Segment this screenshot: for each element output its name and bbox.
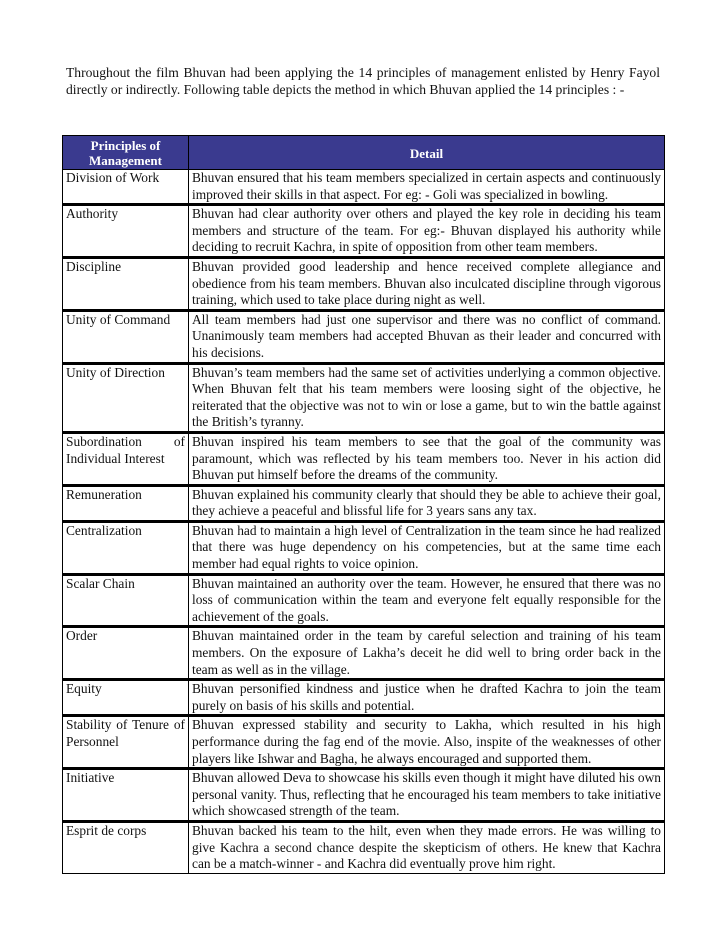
detail-cell: Bhuvan’s team members had the same set of activities underlying a common objective. When Bhuvan felt that his team members were loosing sight of the objective, he reiterated that the objective was not to win or lose a game, but to win the battle against the British’s tyranny. bbox=[189, 363, 665, 432]
detail-cell: Bhuvan inspired his team members to see that the goal of the community was paramount, which was reflected by his team members too. Never in his action did Bhuvan put himself before the dreams of the community. bbox=[189, 432, 665, 485]
principle-cell: Scalar Chain bbox=[63, 574, 189, 627]
table-row bbox=[63, 257, 665, 310]
table-row bbox=[63, 574, 665, 627]
table-row bbox=[63, 432, 665, 485]
table-row bbox=[63, 205, 665, 258]
table-row bbox=[63, 821, 665, 873]
principle-cell: Esprit de corps bbox=[63, 821, 189, 873]
principle-cell: Discipline bbox=[63, 257, 189, 310]
detail-cell: Bhuvan backed his team to the hilt, even when they made errors. He was willing to give Kachra a second chance despite the skepticism of others. He knew that Kachra can be a match-winner - and Kachra did eventually prove him right. bbox=[189, 821, 665, 873]
principle-cell: Centralization bbox=[63, 521, 189, 574]
table-row bbox=[63, 310, 665, 363]
detail-cell: Bhuvan maintained an authority over the team. However, he ensured that there was no loss of communication within the team and everyone felt equally responsible for the achievement of the goals. bbox=[189, 574, 665, 627]
header-principles: Principles of Management bbox=[63, 136, 189, 170]
principle-cell: Unity of Direction bbox=[63, 363, 189, 432]
table-row bbox=[63, 716, 665, 769]
detail-cell: Bhuvan personified kindness and justice when he drafted Kachra to join the team purely on basis of his skills and potential. bbox=[189, 680, 665, 716]
principles-table bbox=[62, 135, 665, 874]
detail-cell: Bhuvan ensured that his team members specialized in certain aspects and continuously improved their skills in that aspect. For eg: - Goli was specialized in bowling. bbox=[189, 170, 665, 205]
detail-cell: Bhuvan allowed Deva to showcase his skills even though it might have diluted his own personal vanity. Thus, reflecting that he encouraged his team members to take initiative which showcased strength of the team. bbox=[189, 769, 665, 822]
principle-cell: Equity bbox=[63, 680, 189, 716]
principle-cell: Division of Work bbox=[63, 170, 189, 205]
principle-cell: Order bbox=[63, 627, 189, 680]
principle-cell: Unity of Command bbox=[63, 310, 189, 363]
intro-paragraph: Throughout the film Bhuvan had been applying the 14 principles of management enlisted by Henry Fayol directly or indirectly. Following table depicts the method in which Bhuvan applied the 14 principles : - bbox=[66, 65, 660, 97]
detail-cell: Bhuvan explained his community clearly that should they be able to achieve their goal, they achieve a peaceful and blissful life for 3 years sans any tax. bbox=[189, 485, 665, 521]
table-row bbox=[63, 627, 665, 680]
principle-cell: Remuneration bbox=[63, 485, 189, 521]
principle-cell: Authority bbox=[63, 205, 189, 258]
detail-cell: Bhuvan provided good leadership and hence received complete allegiance and obedience from his team members. Bhuvan also inculcated discipline through vigorous training, which used to take place during night as well. bbox=[189, 257, 665, 310]
principle-cell: Initiative bbox=[63, 769, 189, 822]
table-row bbox=[63, 521, 665, 574]
table-row bbox=[63, 680, 665, 716]
header-detail: Detail bbox=[189, 136, 665, 170]
detail-cell: Bhuvan expressed stability and security to Lakha, which resulted in his high performance during the fag end of the movie. Also, inspite of the weaknesses of other players like Ishwar and Bagha, he always encouraged and supported them. bbox=[189, 716, 665, 769]
detail-cell: All team members had just one supervisor and there was no conflict of command. Unanimously team members had accepted Bhuvan as their leader and concurred with his decisions. bbox=[189, 310, 665, 363]
table-header-row bbox=[63, 136, 665, 170]
detail-cell: Bhuvan had clear authority over others and played the key role in deciding his team members and structure of the team. For eg:- Bhuvan displayed his authority while deciding to recruit Kachra, in spite of opposition from other team members. bbox=[189, 205, 665, 258]
detail-cell: Bhuvan had to maintain a high level of Centralization in the team since he had realized that there was huge dependency on his competencies, but at the same time each member had equal rights to voice opinion. bbox=[189, 521, 665, 574]
principle-cell: Stability of Tenure of Personnel bbox=[63, 716, 189, 769]
table-row bbox=[63, 769, 665, 822]
principle-cell: Subordination of Individual Interest bbox=[63, 432, 189, 485]
table-row bbox=[63, 170, 665, 205]
table-row bbox=[63, 363, 665, 432]
table-row bbox=[63, 485, 665, 521]
detail-cell: Bhuvan maintained order in the team by careful selection and training of his team members. On the exposure of Lakha’s deceit he did well to bring order back in the team as well as in the village. bbox=[189, 627, 665, 680]
